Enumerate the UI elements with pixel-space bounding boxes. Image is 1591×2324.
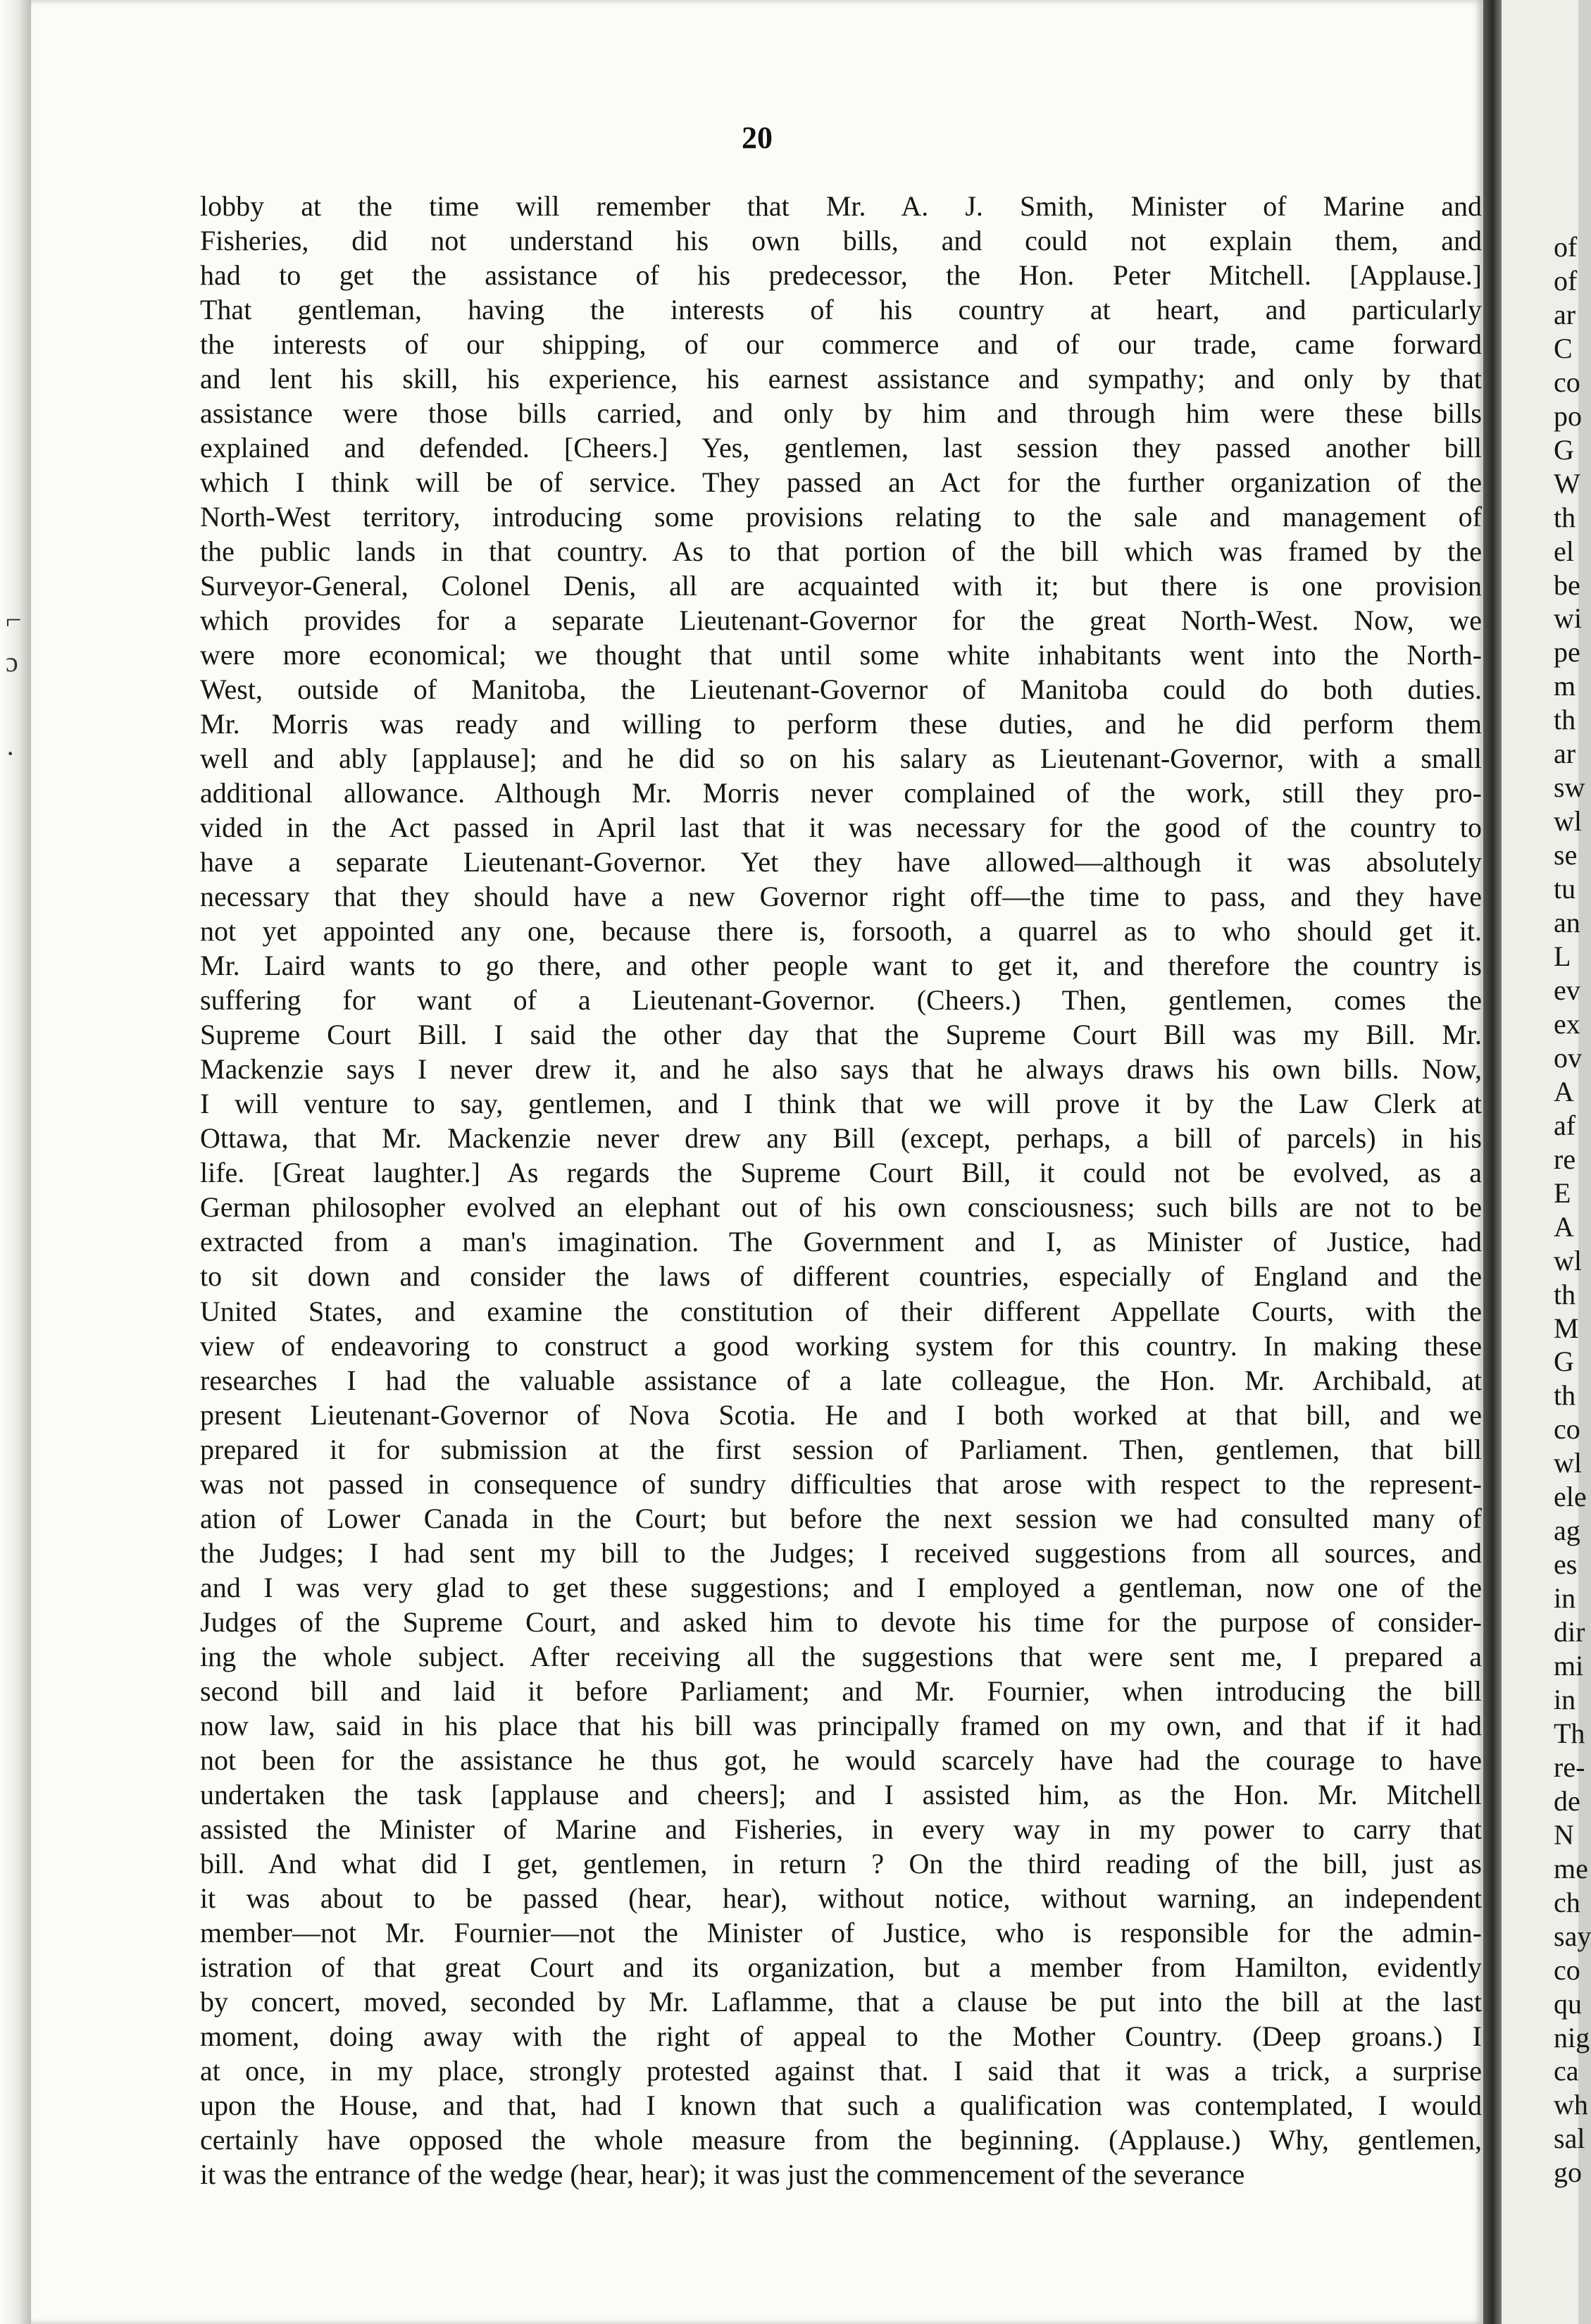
text-line: istration of that great Court and its organization, but a member from Hamilton, evidently [200, 1951, 1482, 1983]
text-line: prepared it for submission at the first session of Parliament. Then, gentlemen, that bill [200, 1433, 1482, 1465]
text-line: vided in the Act passed in April last that it was necessary for the good of the country to [200, 812, 1482, 844]
adjacent-page-fragment: nig [1554, 2021, 1590, 2053]
text-line: extracted from a man's imagination. The Government and I, as Minister of Justice, had [200, 1226, 1482, 1258]
adjacent-page-fragment: co [1554, 1953, 1580, 1986]
adjacent-page-fragment: E [1554, 1176, 1571, 1209]
text-line: second bill and laid it before Parliament; and Mr. Fournier, when introducing the bill [200, 1674, 1482, 1707]
text-line: Mr. Laird wants to go there, and other people want to get it, and therefore the country is [200, 950, 1482, 982]
adjacent-page-fragment: wh [1554, 2089, 1588, 2121]
text-line: the interests of our shipping, of our commerce and of our trade, came forward [200, 328, 1482, 361]
text-line: assistance were those bills carried, and only by him and through him were these bills [200, 397, 1482, 430]
adjacent-page-fragment: A [1554, 1075, 1574, 1107]
adjacent-page-fragment: mi [1554, 1650, 1584, 1682]
book-gutter [1483, 0, 1502, 2324]
adjacent-page-fragment: af [1554, 1109, 1576, 1141]
text-line: Ottawa, that Mr. Mackenzie never drew any Bill (except, perhaps, a bill of parcels) in his [200, 1122, 1482, 1155]
adjacent-page-fragment: ca [1554, 2055, 1579, 2087]
text-line: have a separate Lieutenant-Governor. Yet they have allowed—although it was absolutely [200, 846, 1482, 878]
text-line: to sit down and consider the laws of different countries, especially of England and the [200, 1260, 1482, 1293]
adjacent-page-fragment: in [1554, 1582, 1576, 1615]
left-page-margin [0, 0, 31, 2324]
text-line: lobby at the time will remember that Mr. A. J. Smith, Minister of Marine and [200, 190, 1482, 222]
text-line: was not passed in consequence of sundry difficulties that arose with respect to the represent- [200, 1467, 1482, 1500]
text-line: German philosopher evolved an elephant out of his own consciousness; such bills are not to be [200, 1191, 1482, 1224]
text-line: now law, said in his place that his bill was principally framed on my own, and that if it had [200, 1709, 1482, 1741]
adjacent-page-fragment: in [1554, 1683, 1576, 1715]
adjacent-page-fragment: ev [1554, 974, 1580, 1006]
adjacent-page-fragment: tu [1554, 873, 1576, 905]
adjacent-page-fragment: ch [1554, 1886, 1580, 1918]
text-line: Supreme Court Bill. I said the other day that the Supreme Court Bill was my Bill. Mr. [200, 1019, 1482, 1051]
adjacent-page-fragment: ag [1554, 1515, 1580, 1547]
adjacent-page-fragment: se [1554, 839, 1578, 871]
adjacent-page-fragment: of [1554, 264, 1578, 297]
adjacent-page-fragment: wl [1554, 1447, 1582, 1479]
page-number: 20 [742, 120, 773, 155]
body-text [200, 190, 1482, 2191]
text-line: were more economical; we thought that until some white inhabitants went into the North- [200, 639, 1482, 671]
adjacent-page-fragment: me [1554, 1852, 1588, 1884]
adjacent-page-fragment: ele [1554, 1481, 1587, 1513]
adjacent-page-fragment: es [1554, 1548, 1578, 1581]
adjacent-page-fragment: el [1554, 535, 1574, 567]
text-line: which I think will be of service. They passed an Act for the further organization of the [200, 466, 1482, 499]
adjacent-page-fragment: G [1554, 1346, 1574, 1378]
adjacent-page-fragment: ov [1554, 1041, 1582, 1074]
adjacent-page-fragment: re [1554, 1143, 1576, 1175]
text-line: the public lands in that country. As to that portion of the bill which was framed by the [200, 535, 1482, 568]
adjacent-page-fragment: th [1554, 704, 1576, 736]
adjacent-page-fragment: de [1554, 1784, 1580, 1817]
text-line: by concert, moved, seconded by Mr. Laflamme, that a clause be put into the bill at the last [200, 1985, 1482, 2018]
adjacent-page-fragment: th [1554, 1379, 1576, 1412]
text-line: Surveyor-General, Colonel Denis, all are acquainted with it; but there is one provision [200, 570, 1482, 602]
text-line: assisted the Minister of Marine and Fisheries, in every way in my power to carry that [200, 1813, 1482, 1845]
text-line: explained and defended. [Cheers.] Yes, gentlemen, last session they passed another bill [200, 432, 1482, 464]
text-line: not yet appointed any one, because there is, forsooth, a quarrel as to who should get it. [200, 915, 1482, 947]
adjacent-page-text [1554, 231, 1591, 2189]
text-line: the Judges; I had sent my bill to the Judges; I received suggestions from all sources, and [200, 1536, 1482, 1569]
adjacent-page-fragment: sw [1554, 771, 1585, 804]
text-line: and lent his skill, his experience, his earnest assistance and sympathy; and only by that [200, 363, 1482, 395]
text-line: member—not Mr. Fournier—not the Minister of Justice, who is responsible for the admin- [200, 1916, 1482, 1949]
adjacent-page-fragment: of [1554, 231, 1578, 263]
margin-mark: · [6, 738, 15, 769]
adjacent-page-fragment: co [1554, 1413, 1580, 1446]
text-line: present Lieutenant-Governor of Nova Scotia. He and I both worked at that bill, and we [200, 1398, 1482, 1431]
adjacent-page-fragment: pe [1554, 636, 1580, 669]
text-line: Judges of the Supreme Court, and asked him to devote his time for the purpose of consider- [200, 1605, 1482, 1638]
text-line: Fisheries, did not understand his own bills, and could not explain them, and [200, 225, 1482, 257]
adjacent-page-fragment: th [1554, 1278, 1576, 1310]
adjacent-page-fragment: L [1554, 940, 1571, 973]
adjacent-page-fragment: qu [1554, 1987, 1582, 2020]
text-line: ation of Lower Canada in the Court; but before the next session we had consulted many of [200, 1502, 1482, 1534]
text-line: upon the House, and that, had I known that such a qualification was contemplated, I would [200, 2089, 1482, 2121]
adjacent-page-fragment: C [1554, 332, 1573, 364]
text-line: moment, doing away with the right of appeal to the Mother Country. (Deep groans.) I [200, 2020, 1482, 2052]
adjacent-page-fragment: W [1554, 467, 1580, 499]
adjacent-page-fragment: ar [1554, 298, 1576, 330]
text-line: United States, and examine the constitution of their different Appellate Courts, with the [200, 1295, 1482, 1327]
adjacent-page-fragment: G [1554, 433, 1574, 466]
adjacent-page-fragment: A [1554, 1210, 1574, 1243]
text-line: North-West territory, introducing some provisions relating to the sale and management of [200, 501, 1482, 533]
margin-mark: ⌐ [6, 604, 22, 635]
text-line: life. [Great laughter.] As regards the Supreme Court Bill, it could not be evolved, as a [200, 1157, 1482, 1189]
text-line: West, outside of Manitoba, the Lieutenant-Governor of Manitoba could do both duties. [200, 673, 1482, 706]
text-line: well and ably [applause]; and he did so on his salary as Lieutenant-Governor, with a small [200, 742, 1482, 775]
text-line: which provides for a separate Lieutenant-Governor for the great North-West. Now, we [200, 604, 1482, 637]
text-line: not been for the assistance he thus got, he would scarcely have had the courage to have [200, 1744, 1482, 1776]
text-line: bill. And what did I get, gentlemen, in return ? On the third reading of the bill, just as [200, 1847, 1482, 1879]
text-line: it was about to be passed (hear, hear), without notice, without warning, an independent [200, 1882, 1482, 1914]
text-line: at once, in my place, strongly protested against that. I said that it was a trick, a surprise [200, 2054, 1482, 2087]
book-page [31, 0, 1483, 2324]
text-line: additional allowance. Although Mr. Morris never complained of the work, still they pro- [200, 777, 1482, 809]
adjacent-page-fragment: be [1554, 568, 1580, 601]
adjacent-page-fragment: m [1554, 670, 1576, 702]
adjacent-page-fragment: Th [1554, 1717, 1585, 1749]
adjacent-page-fragment: say [1554, 1920, 1591, 1952]
text-line: I will venture to say, gentlemen, and I think that we will prove it by the Law Clerk at [200, 1088, 1482, 1120]
adjacent-page-fragment: go [1554, 2156, 1582, 2189]
adjacent-page-fragment: M [1554, 1312, 1579, 1344]
adjacent-page-fragment: wl [1554, 1244, 1582, 1276]
adjacent-page-fragment: wi [1554, 602, 1582, 635]
text-line: certainly have opposed the whole measure from the beginning. (Applause.) Why, gentlemen, [200, 2123, 1482, 2156]
adjacent-page-fragment: ex [1554, 1007, 1580, 1040]
adjacent-page-fragment: N [1554, 1818, 1574, 1851]
text-line: necessary that they should have a new Governor right off—the time to pass, and they have [200, 881, 1482, 913]
adjacent-page-fragment: co [1554, 366, 1580, 398]
text-line: Mr. Morris was ready and willing to perform these duties, and he did perform them [200, 708, 1482, 740]
adjacent-page-fragment: po [1554, 399, 1582, 432]
text-line: undertaken the task [applause and cheers]; and I assisted him, as the Hon. Mr. Mitchell [200, 1778, 1482, 1810]
text-line: had to get the assistance of his predecessor, the Hon. Peter Mitchell. [Applause.] [200, 259, 1482, 292]
adjacent-page-fragment: ar [1554, 738, 1576, 770]
adjacent-page-fragment: wl [1554, 805, 1582, 838]
text-line: and I was very glad to get these suggestions; and I employed a gentleman, now one of the [200, 1571, 1482, 1603]
adjacent-page-fragment: re- [1554, 1751, 1585, 1783]
text-line: researches I had the valuable assistance of a late colleague, the Hon. Mr. Archibald, at [200, 1364, 1482, 1396]
adjacent-page-fragment: dir [1554, 1616, 1585, 1648]
adjacent-page-edge [1502, 0, 1591, 2324]
adjacent-page-fragment: an [1554, 907, 1580, 939]
text-line: suffering for want of a Lieutenant-Governor. (Cheers.) Then, gentlemen, comes the [200, 984, 1482, 1017]
text-line: view of endeavoring to construct a good working system for this country. In making these [200, 1329, 1482, 1362]
text-line: Mackenzie says I never drew it, and he also says that he always draws his own bills. Now, [200, 1053, 1482, 1086]
text-line: That gentleman, having the interests of his country at heart, and particularly [200, 294, 1482, 326]
adjacent-page-fragment: th [1554, 501, 1576, 533]
text-line: it was the entrance of the wedge (hear, hear); it was just the commencement of the severance [200, 2158, 1245, 2190]
margin-mark: ɔ [6, 646, 18, 678]
adjacent-page-fragment: sal [1554, 2123, 1585, 2155]
text-line: ing the whole subject. After receiving all the suggestions that were sent me, I prepared a [200, 1640, 1482, 1672]
